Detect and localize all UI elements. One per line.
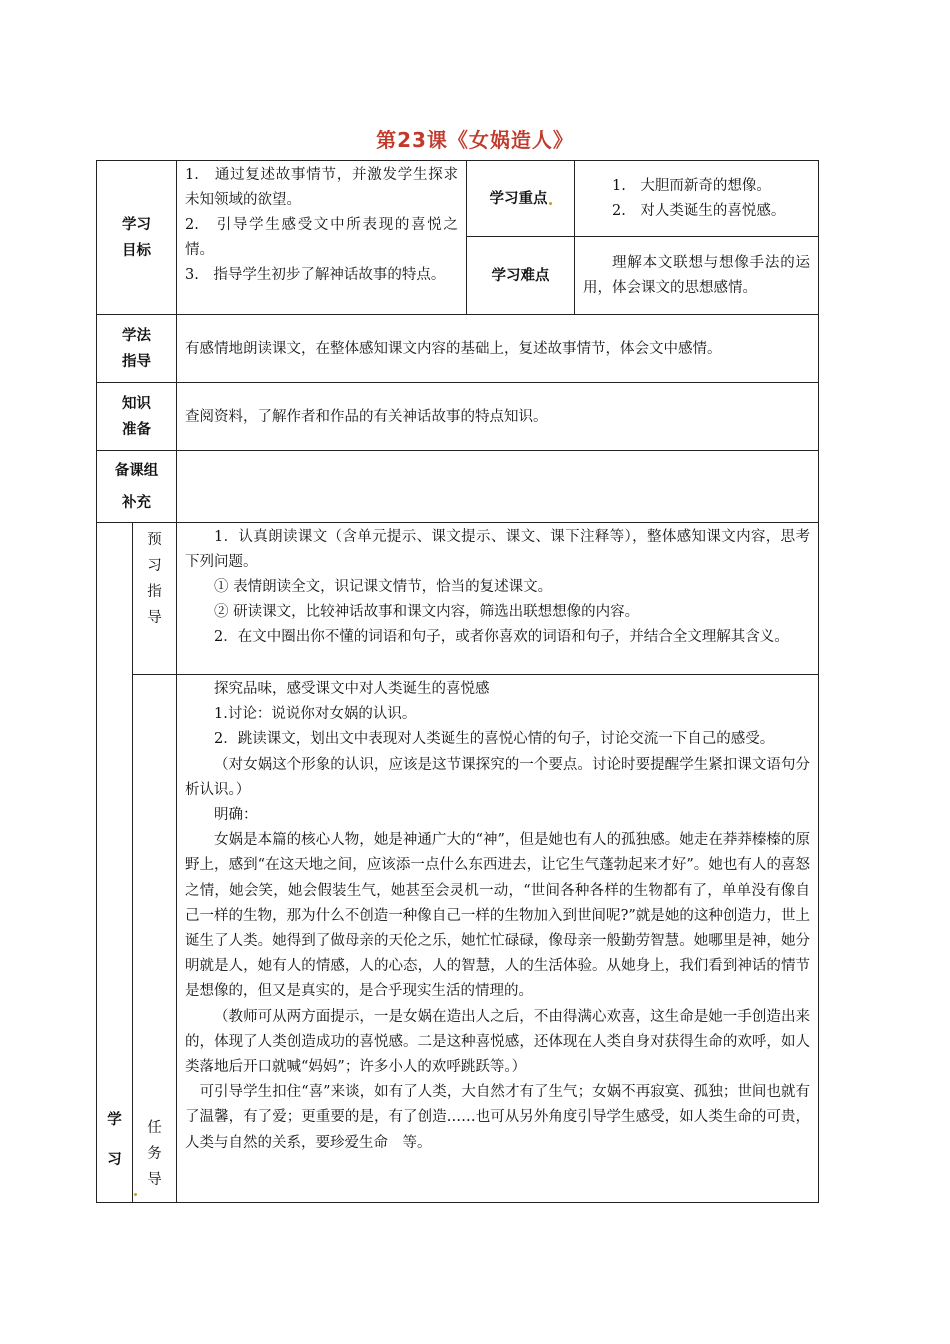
lesson-plan-table <box>96 160 819 1203</box>
method-text: 有感情地朗读课文，在整体感知课文内容的基础上，复述故事情节，体会文中感情。 <box>177 315 819 383</box>
goals-label: 学习 目标 <box>97 161 177 315</box>
supplement-row <box>97 451 819 523</box>
goal-item: 1. 通过复述故事情节，并激发学生探求未知领域的欲望。 <box>185 167 458 208</box>
goal-item: 2. 引导学生感受文中所表现的喜悦之情。 <box>185 217 458 258</box>
method-label: 学法 指导 <box>97 315 177 383</box>
method-row <box>97 315 819 383</box>
goals-list <box>177 161 467 315</box>
task-paragraph: 探究品味，感受课文中对人类诞生的喜悦感 <box>214 681 490 697</box>
page-title: 第23课《女娲造人》 <box>376 128 574 152</box>
task-paragraph: 2．跳读课文，划出文中表现对人类诞生的喜悦心情的句子，讨论交流一下自己的感受。 <box>214 731 775 748</box>
preview-paragraph: ① 表情朗读全文，识记课文情节，恰当的复述课文。 <box>214 579 553 595</box>
task-paragraph: （对女娲这个形象的认识，应该是这节课探究的一个要点。讨论时要提醒学生紧扣课文语句分析认识。） <box>185 756 810 798</box>
task-paragraph: 明确： <box>214 807 258 824</box>
preview-paragraph: 1．认真朗读课文（含单元提示、课文提示、课文、课下注释等），整体感知课文内容，思考下列问题。 <box>185 529 810 570</box>
task-content <box>177 675 819 1203</box>
task-label: 任 务 导 <box>133 675 177 1203</box>
task-paragraph: 1.讨论：说说你对女娲的认识。 <box>214 706 417 723</box>
task-row <box>97 675 819 1203</box>
knowledge-label: 知识 准备 <box>97 383 177 451</box>
goals-row-top <box>97 161 819 237</box>
preview-label: 预 习 指 导 <box>133 523 177 675</box>
focus-item: 1. 大胆而新奇的想像。 <box>612 177 771 194</box>
knowledge-text: 查阅资料，了解作者和作品的有关神话故事的特点知识。 <box>177 383 819 451</box>
preview-paragraph: 2．在文中圈出你不懂的词语和句子，或者你喜欢的词语和句子，并结合全文理解其含义。 <box>214 629 789 645</box>
knowledge-row <box>97 383 819 451</box>
focus-list <box>575 161 819 237</box>
difficulty-text: 理解本文联想与想像手法的运用，体会课文的思想感情。 <box>575 237 819 315</box>
goal-item: 3. 指导学生初步了解神话故事的特点。 <box>185 267 446 283</box>
preview-content <box>177 523 819 675</box>
mark-dot <box>134 1193 137 1196</box>
preview-paragraph: ② 研读课文，比较神话故事和课文内容，筛选出联想想像的内容。 <box>214 604 640 620</box>
task-paragraph: 可引导学生扣住“喜”来谈，如有了人类，大自然才有了生气；女娲不再寂寞、孤独；世间也就有了温馨，有了爱；更重要的是，有了创造……也可从另外角度引导学生感受，如人类生命的可贵，人类与自然的关系，要珍爱生命 等。 <box>185 1084 810 1151</box>
difficulty-label: 学习难点 <box>467 237 575 315</box>
supplement-text <box>177 451 819 523</box>
focus-item: 2. 对人类诞生的喜悦感。 <box>612 202 786 219</box>
mark-dot <box>549 202 552 205</box>
task-paragraph: （教师可从两方面提示，一是女娲在造出人之后，不由得满心欢喜，这生命是她一手创造出来的，体现了人类创造成功的喜悦感。二是这种喜悦感，还体现在人类自身对获得生命的欢呼，如人类落地后开口就喊“妈妈”；许多小人的欢呼跳跃等。） <box>185 1008 810 1076</box>
task-paragraph: 女娲是本篇的核心人物，她是神通广大的“神”，但是她也有人的孤独感。她走在莽莽榛榛的原野上，感到“在这天地之间，应该添一点什么东西进去，让它生气蓬勃起来才好”。她也有人的喜怒之情，她会笑，她会假装生气，她甚至会灵机一动，“世间各种各样的生物都有了，单单没有像自己一样的生物，那为什么不创造一种像自己一样的生物加入到世间呢?”就是她的这种创造力，世上诞生了人类。她得到了做母亲的天伦之乐，她忙忙碌碌，像母亲一般勤劳智慧。她哪里是神，她分明就是人，她有人的情感，人的心态，人的智慧，人的生活体验。从她身上，我们看到神话的情节是想像的，但又是真实的，是合乎现实生活的情理的。 <box>185 832 810 1000</box>
supplement-label: 备课组 补充 <box>97 451 177 523</box>
preview-row <box>97 523 819 675</box>
learning-label: 学 习 <box>97 523 133 1203</box>
focus-label: 学习重点 <box>467 161 575 237</box>
